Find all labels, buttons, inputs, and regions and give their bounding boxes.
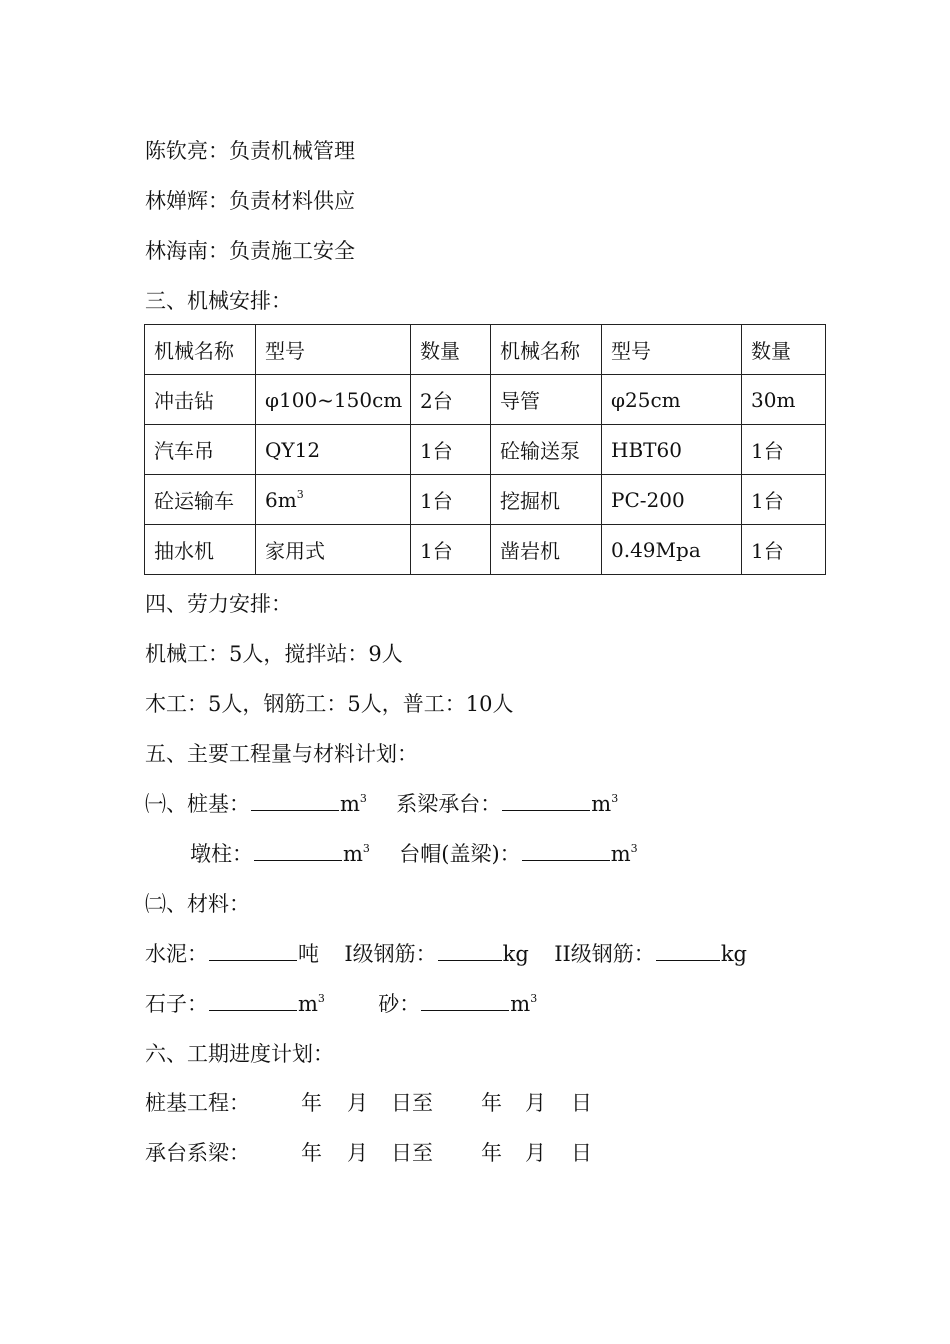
- fill-blank: [502, 790, 590, 811]
- header-cell: 数量: [742, 325, 826, 375]
- label-pile: 桩基：: [187, 792, 250, 816]
- unit: m: [343, 842, 363, 866]
- cell-machine-name: 冲击钻: [145, 375, 256, 425]
- superscript: 3: [630, 842, 638, 855]
- cell-machine-name: 导管: [491, 375, 602, 425]
- fill-blank: [522, 840, 610, 861]
- header-cell: 型号: [256, 325, 411, 375]
- material-line: [145, 939, 747, 969]
- table-header-row: [145, 325, 826, 375]
- cell-quantity: 1台: [411, 425, 491, 475]
- quantity-line: [190, 839, 638, 869]
- day-text: 日: [571, 1141, 592, 1165]
- cell-quantity: 1台: [411, 475, 491, 525]
- superscript: 3: [317, 992, 325, 1005]
- label-cap-beam: 台帽(盖梁)：: [399, 842, 521, 866]
- staff-name: 林海南：: [145, 239, 229, 263]
- fill-blank: [421, 990, 509, 1011]
- cell-model: φ25cm: [602, 375, 742, 425]
- superscript: 3: [362, 842, 370, 855]
- superscript: 3: [530, 992, 538, 1005]
- machinery-table: [144, 324, 826, 575]
- cell-quantity: 1台: [742, 475, 826, 525]
- header-cell: 机械名称: [491, 325, 602, 375]
- label-pier: 墩柱：: [190, 842, 253, 866]
- fill-blank: [251, 790, 339, 811]
- staff-name: 陈钦亮：: [145, 139, 229, 163]
- cell-quantity: 1台: [411, 525, 491, 575]
- cell-model: PC-200: [602, 475, 742, 525]
- cell-quantity: 30m: [742, 375, 826, 425]
- table-row: [145, 525, 826, 575]
- cell-model: 0.49Mpa: [602, 525, 742, 575]
- cell-machine-name: 砼运输车: [145, 475, 256, 525]
- fill-blank: [209, 990, 297, 1011]
- cell-model: QY12: [256, 425, 411, 475]
- staff-duty: 负责施工安全: [229, 239, 355, 263]
- cell-machine-name: 砼输送泵: [491, 425, 602, 475]
- section-heading-labor: 四、劳力安排：: [145, 592, 292, 616]
- label-steel-2: II级钢筋：: [554, 942, 655, 966]
- cell-machine-name: 抽水机: [145, 525, 256, 575]
- table-row: [145, 475, 826, 525]
- section-heading-schedule: 六、工期进度计划：: [145, 1042, 334, 1066]
- year-text: 年: [301, 1141, 322, 1165]
- schedule-row: [145, 1138, 592, 1168]
- model-text: 6m: [265, 487, 297, 512]
- month-text: 月: [347, 1141, 368, 1165]
- unit: kg: [502, 942, 529, 966]
- cell-model: HBT60: [602, 425, 742, 475]
- unit: m: [340, 792, 360, 816]
- schedule-row: [145, 1088, 592, 1118]
- fill-blank: [438, 940, 502, 961]
- material-line: [145, 989, 537, 1019]
- cell-quantity: 1台: [742, 425, 826, 475]
- unit: m: [610, 842, 631, 866]
- staff-line: [145, 186, 355, 216]
- header-cell: 数量: [411, 325, 491, 375]
- unit: m: [591, 792, 612, 816]
- section-heading-machinery: 三、机械安排：: [145, 289, 292, 313]
- staff-line: [145, 236, 355, 266]
- unit: 吨: [298, 942, 319, 966]
- year-text: 年: [481, 1141, 502, 1165]
- unit: m: [298, 992, 318, 1016]
- labor-line: 木工：5人，钢筋工：5人，普工：10人: [145, 692, 514, 716]
- fill-blank: [656, 940, 720, 961]
- header-cell: 型号: [602, 325, 742, 375]
- staff-name: 林婵辉：: [145, 189, 229, 213]
- cell-model: 家用式: [256, 525, 411, 575]
- schedule-label: 承台系梁：: [145, 1141, 250, 1165]
- label-sand: 砂：: [378, 992, 421, 1016]
- label-beam-cap: 系梁承台：: [396, 792, 502, 816]
- schedule-label: 桩基工程：: [145, 1091, 250, 1115]
- staff-duty: 负责材料供应: [229, 189, 355, 213]
- labor-line: 机械工：5人，搅拌站：9人: [145, 642, 403, 666]
- sub-heading-materials: ㈡、材料：: [145, 892, 250, 916]
- month-text: 月: [347, 1091, 368, 1115]
- superscript: 3: [611, 792, 619, 805]
- table-row: [145, 375, 826, 425]
- cell-model: φ100~150cm: [256, 375, 411, 425]
- cell-model: [256, 475, 411, 525]
- quantity-line: [145, 789, 618, 819]
- superscript: 3: [359, 792, 367, 805]
- fill-blank: [254, 840, 342, 861]
- year-text: 年: [301, 1091, 322, 1115]
- label-stone: 石子：: [145, 992, 208, 1016]
- staff-duty: 负责机械管理: [229, 139, 355, 163]
- month-text: 月: [525, 1141, 546, 1165]
- day-to-text: 日至: [391, 1091, 433, 1115]
- label-cement: 水泥：: [145, 942, 208, 966]
- header-cell: 机械名称: [145, 325, 256, 375]
- unit: m: [510, 992, 531, 1016]
- superscript: 3: [296, 487, 304, 501]
- sub-heading-marker: ㈠、: [145, 792, 187, 816]
- cell-machine-name: 汽车吊: [145, 425, 256, 475]
- cell-machine-name: 挖掘机: [491, 475, 602, 525]
- day-text: 日: [571, 1091, 592, 1115]
- cell-quantity: 1台: [742, 525, 826, 575]
- fill-blank: [209, 940, 297, 961]
- section-heading-quantities: 五、主要工程量与材料计划：: [145, 742, 418, 766]
- month-text: 月: [525, 1091, 546, 1115]
- cell-machine-name: 凿岩机: [491, 525, 602, 575]
- day-to-text: 日至: [391, 1141, 433, 1165]
- unit: kg: [720, 942, 747, 966]
- staff-line: [145, 136, 355, 166]
- cell-quantity: 2台: [411, 375, 491, 425]
- table-row: [145, 425, 826, 475]
- label-steel-1: I级钢筋：: [344, 942, 437, 966]
- year-text: 年: [481, 1091, 502, 1115]
